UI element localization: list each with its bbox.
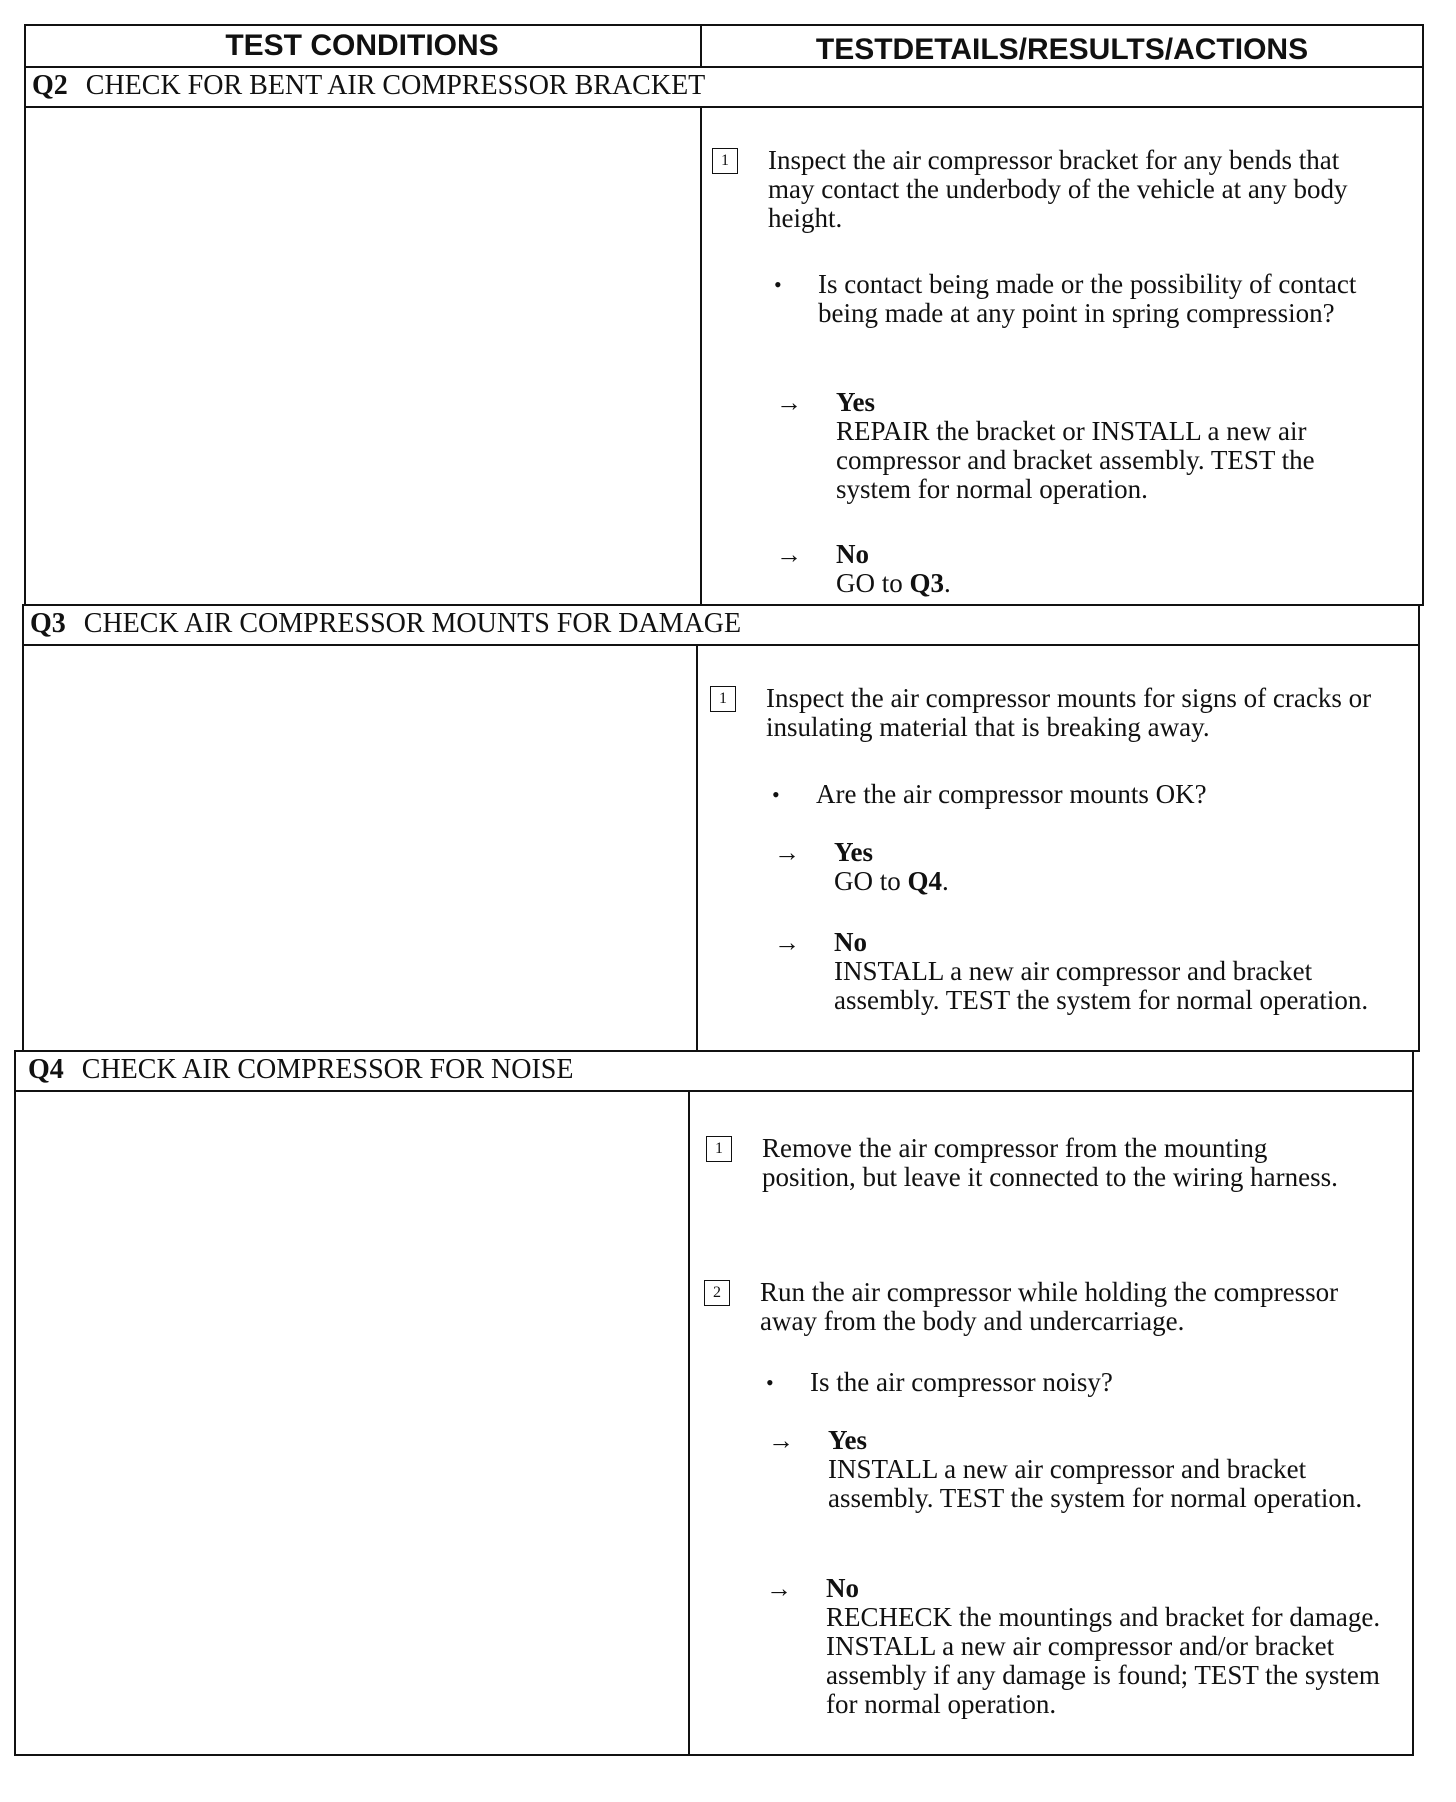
q3-no-text: INSTALL a new air compressor and bracket assembly. TEST the system for normal operation. bbox=[834, 956, 1369, 1015]
q4-yes-arrow: → bbox=[768, 1426, 794, 1455]
q3-step-1-text: Inspect the air compressor mounts for signs of cracks or insulating material that is breaking away. bbox=[766, 683, 1372, 742]
q4-number: Q4 bbox=[28, 1054, 64, 1085]
q2-no-label: No bbox=[836, 539, 869, 569]
q2-title bbox=[32, 66, 705, 106]
q2-no-text-pre: GO to bbox=[836, 568, 910, 598]
q4-no-arrow: → bbox=[766, 1574, 792, 1603]
q4-step-2-number: 2 bbox=[704, 1280, 730, 1306]
q2-yes-arrow: → bbox=[776, 388, 802, 417]
q3-yes-label: Yes bbox=[834, 837, 873, 867]
q2-bullet: • bbox=[774, 272, 782, 297]
q3-no-arrow: → bbox=[774, 928, 800, 957]
q3-bullet: • bbox=[772, 782, 780, 807]
q3-column-divider bbox=[696, 644, 698, 1052]
q4-yes-label: Yes bbox=[828, 1425, 867, 1455]
q2-title-rule bbox=[24, 106, 1424, 108]
q4-no-text: RECHECK the mountings and bracket for damage. INSTALL a new air compressor and/or bracket assembly if any damage is found; TEST the system for normal operation. bbox=[826, 1602, 1381, 1719]
q3-step-1-number: 1 bbox=[710, 686, 736, 712]
q2-no-text-post: . bbox=[944, 568, 951, 598]
q4-yes-text: INSTALL a new air compressor and bracket assembly. TEST the system for normal operation. bbox=[828, 1454, 1363, 1513]
q2-step-1-number: 1 bbox=[712, 148, 738, 174]
q2-question-text: Is contact being made or the possibility of contact being made at any point in spring compression? bbox=[818, 269, 1357, 328]
q4-step-2-text: Run the air compressor while holding the compressor away from the body and undercarriage. bbox=[760, 1277, 1339, 1336]
q4-no-label: No bbox=[826, 1573, 859, 1603]
q2-no-text-ref: Q3 bbox=[909, 568, 945, 598]
q2-title-text: CHECK FOR BENT AIR COMPRESSOR BRACKET bbox=[85, 70, 706, 101]
q3-title bbox=[30, 604, 741, 644]
q4-title-text: CHECK AIR COMPRESSOR FOR NOISE bbox=[81, 1054, 574, 1085]
q4-step-1-number: 1 bbox=[706, 1136, 732, 1162]
q2-yes-text: REPAIR the bracket or INSTALL a new air compressor and bracket assembly. TEST the system for normal operation. bbox=[836, 416, 1315, 504]
header-test-details: TESTDETAILS/RESULTS/ACTIONS bbox=[815, 33, 1309, 66]
q2-no-text bbox=[836, 569, 1376, 598]
q2-yes-label: Yes bbox=[836, 387, 875, 417]
q3-yes-text bbox=[834, 867, 1374, 896]
q4-title bbox=[28, 1050, 573, 1090]
q3-yes-arrow: → bbox=[774, 838, 800, 867]
q3-number: Q3 bbox=[30, 608, 66, 639]
header-test-conditions: TEST CONDITIONS bbox=[225, 29, 499, 62]
q3-yes-text-post: . bbox=[942, 866, 949, 896]
q3-title-text: CHECK AIR COMPRESSOR MOUNTS FOR DAMAGE bbox=[83, 608, 742, 639]
q2-number: Q2 bbox=[32, 70, 68, 101]
q4-question-text: Is the air compressor noisy? bbox=[810, 1367, 1113, 1397]
q4-column-divider bbox=[688, 1090, 690, 1756]
q3-no-label: No bbox=[834, 927, 867, 957]
q3-yes-text-pre: GO to bbox=[834, 866, 908, 896]
q2-column-divider bbox=[700, 106, 702, 606]
q3-yes-text-ref: Q4 bbox=[907, 866, 943, 896]
q4-step-1-text: Remove the air compressor from the mounting position, but leave it connected to the wiring harness. bbox=[762, 1133, 1338, 1192]
q2-step-1-text: Inspect the air compressor bracket for any bends that may contact the underbody of the vehicle at any body height. bbox=[768, 145, 1348, 233]
q2-no-arrow: → bbox=[776, 540, 802, 569]
q4-bullet: • bbox=[766, 1370, 774, 1395]
q3-question-text: Are the air compressor mounts OK? bbox=[816, 779, 1207, 809]
q4-title-rule bbox=[14, 1090, 1414, 1092]
q3-title-rule bbox=[22, 644, 1420, 646]
